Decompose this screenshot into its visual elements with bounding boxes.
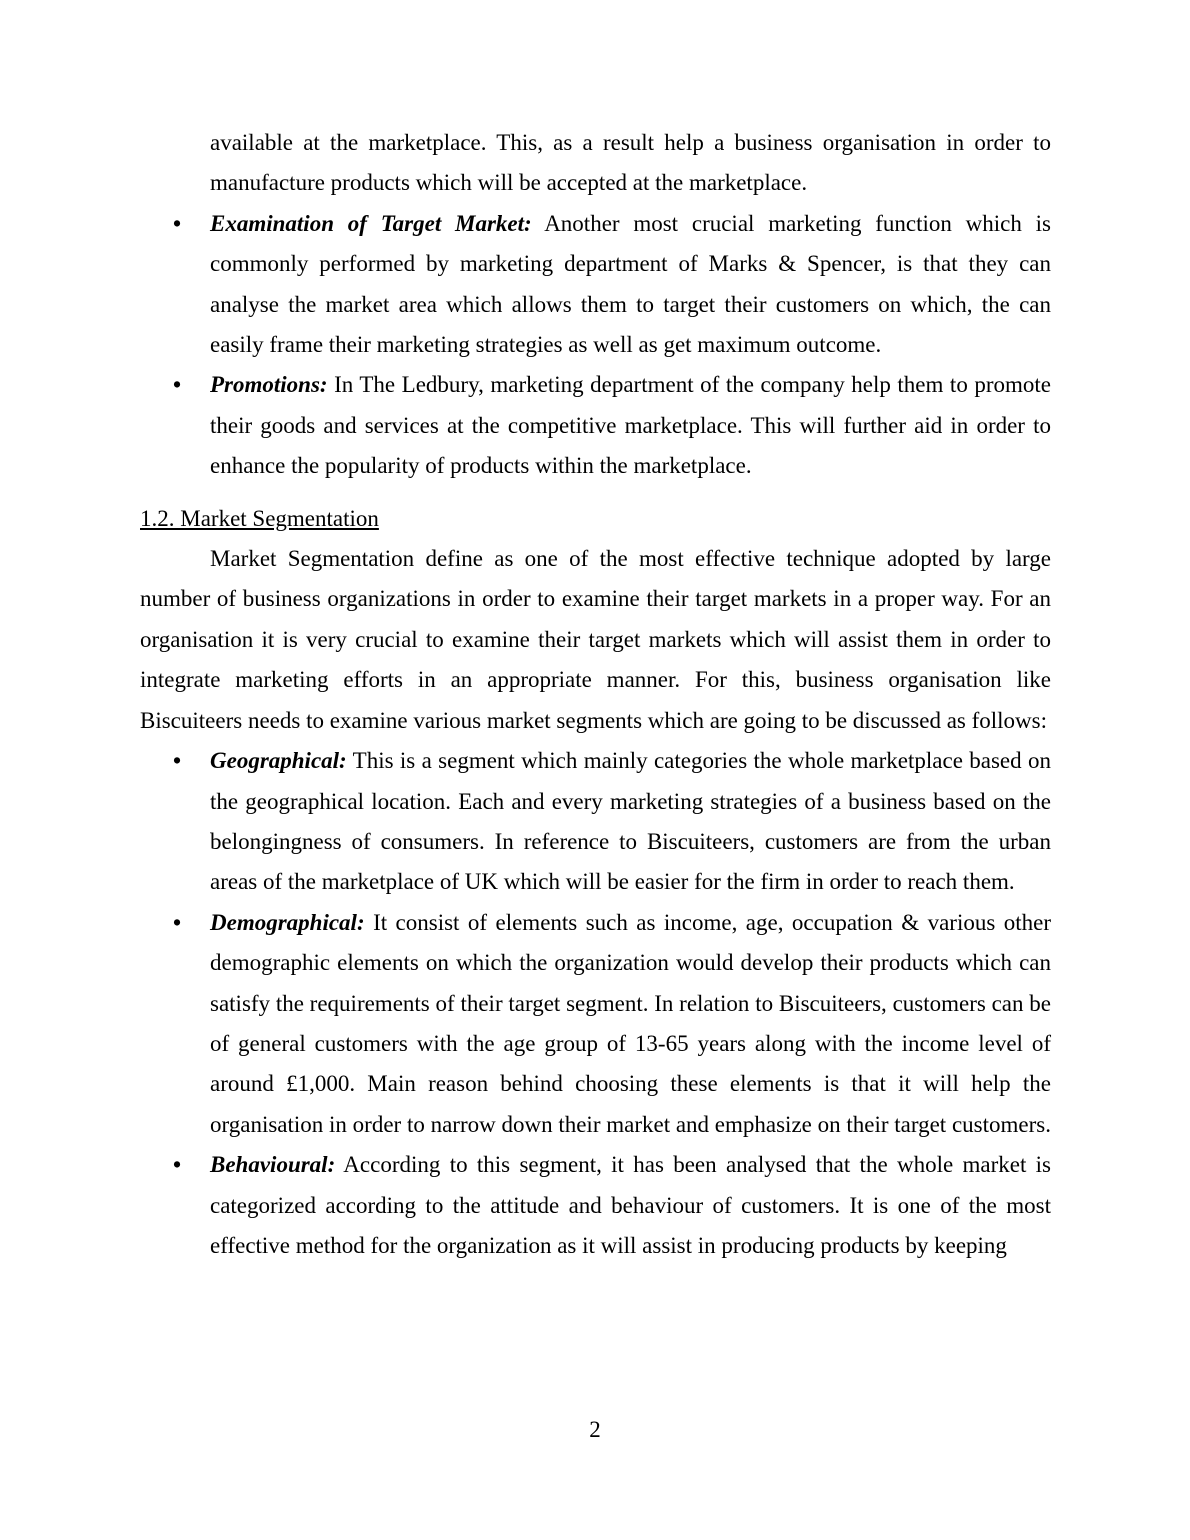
continuation-paragraph: available at the marketplace. This, as a result help a business organisation in order to manufacture products which will be accepted at the marketplace. [210,130,1051,196]
bullet-icon: • [173,748,182,774]
bullet-icon: • [173,909,182,935]
bullet-text: It consist of elements such as income, age, occupation & various other demographic elements on which the organization would develop their products which can satisfy the requirements of their target segment. In relation to Biscuiteers, customers can be of general customers with the age group of 13-65 years along with the income level of around £1,000. Main reason behind choosing these elements is that it will help the organisation in order to narrow down their market and emphasize on their target customers. [210,909,1052,1137]
list-item-behavioural [140,1145,1051,1266]
list-item-examination-of-target-market [140,204,1051,366]
bullet-lead: Demographical: [210,909,365,935]
section-intro-paragraph: Market Segmentation define as one of the most effective technique adopted by large number of business organizations in order to examine their target markets in a proper way. For an organisation it is very crucial to examine their target markets which will assist them in order to integrate marketing efforts in an appropriate manner. For this, business organisation like Biscuiteers needs to examine various market segments which are going to be discussed as follows: [140,546,1051,733]
document-page [140,123,1051,1266]
market-segments-list [140,741,1051,1266]
bullet-text: This is a segment which mainly categories the whole marketplace based on the geographical location. Each and every marketing strategies of a business based on the belongingness of consumers. In reference to Biscuiteers, customers are from the urban areas of the marketplace of UK which will be easier for the firm in order to reach them. [210,748,1051,895]
marketing-functions-list [140,204,1051,487]
section-heading-market-segmentation: 1.2. Market Segmentation [140,505,379,531]
bullet-lead: Geographical: [210,748,347,774]
list-item-geographical [140,741,1051,903]
bullet-text: According to this segment, it has been analysed that the whole market is categorized according to the attitude and behaviour of customers. It is one of the most effective method for the organization as it will assist in producing products by keeping [210,1152,1052,1258]
list-item-demographical [140,903,1051,1145]
page-number: 2 [589,1417,601,1442]
list-item-promotions [140,365,1051,486]
bullet-text: In The Ledbury, marketing department of the company help them to promote their goods and services at the competitive marketplace. This will further aid in order to enhance the popularity of products within the marketplace. [210,372,1051,479]
bullet-icon: • [173,210,182,236]
bullet-text: Another most crucial marketing function which is commonly performed by marketing department of Marks & Spencer, is that they can analyse the market area which allows them to target their customers on which, the can easily frame their marketing strategies as well as get maximum outcome. [210,210,1052,358]
bullet-lead: Examination of Target Market: [210,210,532,236]
bullet-icon: • [173,1152,182,1178]
bullet-icon: • [173,372,182,398]
bullet-lead: Promotions: [210,372,328,398]
bullet-lead: Behavioural: [210,1152,336,1178]
